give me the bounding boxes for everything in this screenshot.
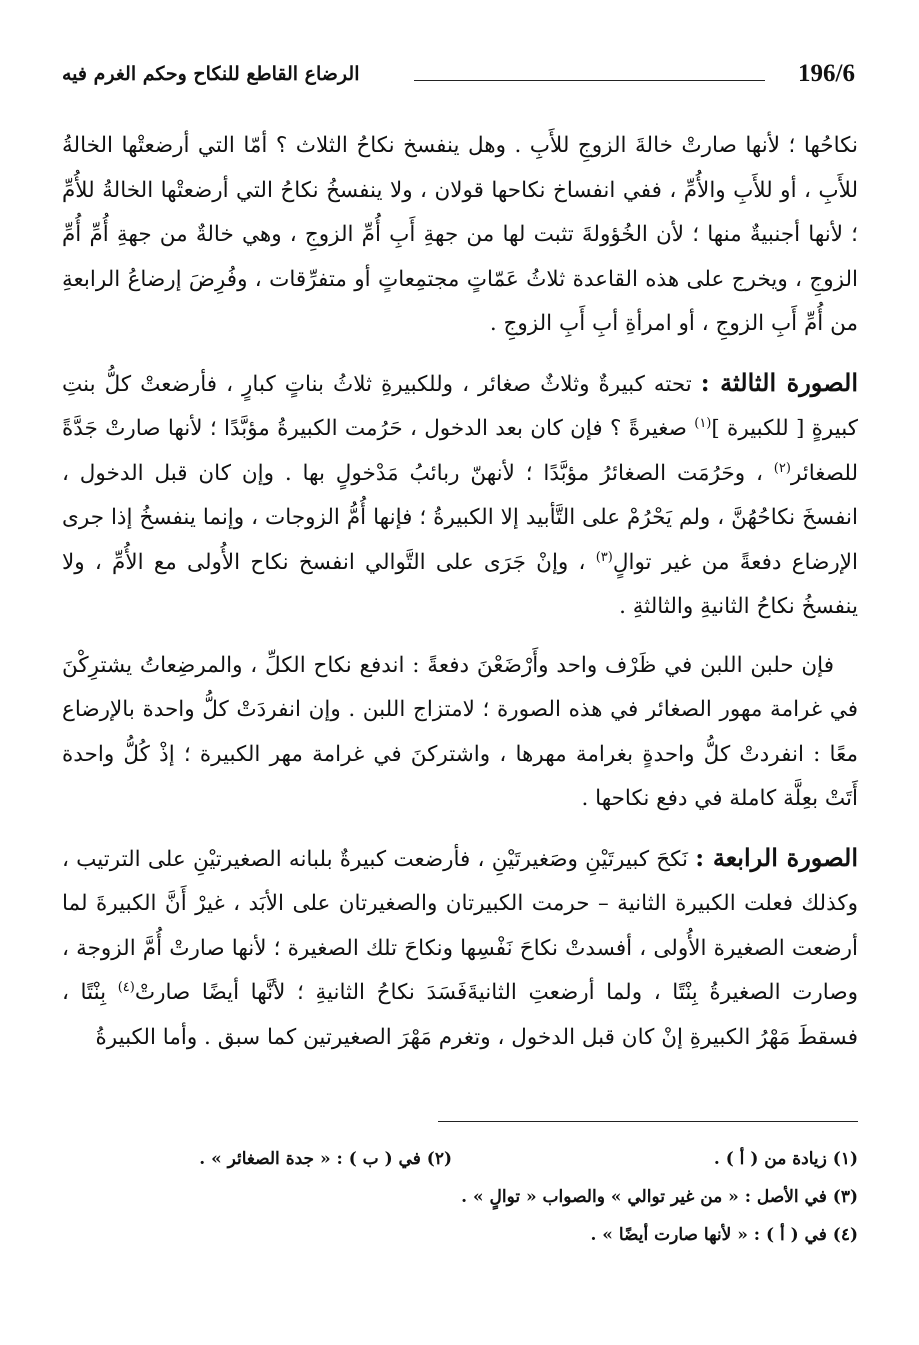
footnote-marker-2[interactable]: (٢) [773,460,791,476]
paragraph-text: بِنْتًا ، فسقطَ مَهْرُ الكبيرةِ إنْ كان قبل الدخول ، وتغرم مَهْرَ الصغيرتين كما سبق . وأما الكبيرةُ [62,980,858,1050]
header-rule [414,80,765,81]
footnote-rule [438,1121,858,1122]
footnotes [62,1140,858,1254]
paragraph-text: ، وإنْ جَرَى على التَّوالي انفسخ نكاح الأُولى مع الأُمِّ ، ولا ينفسخُ نكاحُ الثانيةِ والثالثةِ . [62,549,858,619]
footnote-marker-3[interactable]: (٣) [595,549,613,565]
page-header [62,58,855,92]
paragraph-text: ، وحَرُمَت الصغائرُ مؤبَّدًا ؛ لأنهنّ ربائبُ مَدْخولٍ بها . وإن كان قبل الدخول ، انفسخَ نكاحُهُنَّ ، ولم يَحْرُمْ على التَّأبيد إلا الكبيرةُ ؛ فإنها أُمُّ الزوجات ، وإنما ينفسخُ إذا جرى الإرضاع دفعةً من غير توالٍ [62,460,858,575]
footnote-row [62,1216,858,1254]
footnote-row [62,1178,858,1216]
footnote-4: (٤) في ( أ ) : « لأنها صارت أيضًا » . [590,1225,858,1245]
section-heading-third-case: الصورة الثالثة : [700,367,859,397]
running-title: الرضاع القاطع للنكاح وحكم الغرم فيه [62,63,360,85]
footnote-row [62,1140,858,1178]
footnote-3: (٣) في الأصل : « من غير توالي » والصواب « توالٍ » . [461,1187,858,1207]
footnote-1: (١) زيادة من ( أ ) . [713,1149,858,1169]
footnote-marker-1[interactable]: (١) [694,415,712,431]
paragraph-text: تحته كبيرةٌ وثلاثٌ صغائر ، وللكبيرةِ ثلاثُ بناتٍ كبارٍ ، فأرضعتْ كلُّ بنتِ كبيرةٍ [ للكبيرة ] [62,371,858,441]
section-heading-fourth-case: الصورة الرابعة : [695,842,858,872]
footnote-marker-4[interactable]: (٤) [117,979,135,995]
main-text [62,124,858,1074]
page-number: 196/6 [798,60,855,87]
paragraph-text: صغيرةً ؟ فإن كان بعد الدخول ، حَرُمت الكبيرةُ مؤبَّدًا ؛ لأنها صارتْ جَدَّةً للصغائر [62,416,858,486]
paragraph-third-case [62,361,858,630]
footnote-2: (٢) في ( ب ) : « جدة الصغائر » . [199,1149,452,1169]
paragraph-1: نكاحُها ؛ لأنها صارتْ خالةَ الزوجِ للأَبِ . وهل ينفسخ نكاحُ الثلاث ؟ أمّا التي أرضعتْها الخالةُ للأَبِ ، أو للأَبِ والأُمِّ ، ففي انفساخ نكاحها قولان ، ولا ينفسخُ نكاحُ التي أرضعتْها الخالةُ للأُمِّ ؛ لأنها أجنبيةٌ منها ؛ لأن الخُؤولةَ تثبت لها من جهةِ أَبِ أُمِّ الزوجِ ، وهي خالةٌ من جهةِ أُمِّ أُمِّ الزوجِ ، ويخرج على هذه القاعدة ثلاثُ عَمّاتٍ مجتمِعاتٍ أو متفرِّقات ، وفُرِضَ إرضاعُ الرابعةِ من أُمِّ أَبِ الزوجِ ، أو امرأةِ أبِ أَبِ الزوجِ . [62,133,858,336]
paragraph-3: فإن حلبن اللبن في ظَرْف واحد وأَرْضَعْنَ دفعةً : اندفع نكاح الكلِّ ، والمرضِعاتُ يشترِكْنَ في غرامة مهور الصغائر في هذه الصورة ؛ لامتزاج اللبن . وإن انفردَتْ كلُّ واحدة بالإرضاع معًا : انفردتْ كلُّ واحدةٍ بغرامة مهرها ، واشتركنَ في غرامة مهر الكبيرة ؛ إذْ كُلُّ واحدة أَتَتْ بعِلَّة كاملة في دفع نكاحها . [62,652,858,811]
paragraph-fourth-case [62,836,858,1061]
paragraph-text: نَكحَ كبيرتَيْنِ وصَغيرتَيْنِ ، فأرضعت كبيرةٌ بلبانه الصغيرتيْنِ على الترتيب ، وكذلك فعلت الكبيرة الثانية – حرمت الكبيرتان والصغيرتان على الأبَد ، غيرْ أَنَّ الكبيرةَ لما أرضعت الصغيرة الأُولى ، أفسدتْ نكاحَ نَفْسِها ونكاحَ تلك الصغيرة ؛ لأنها صارتْ أُمَّ الزوجة ، وصارت الصغيرةُ بِنْتًا ، ولما أرضعتِ الثانيةَفَسَدَ نكاحُ الثانيةِ ؛ لأنَّها أيضًا صارتْ [62,846,858,1005]
